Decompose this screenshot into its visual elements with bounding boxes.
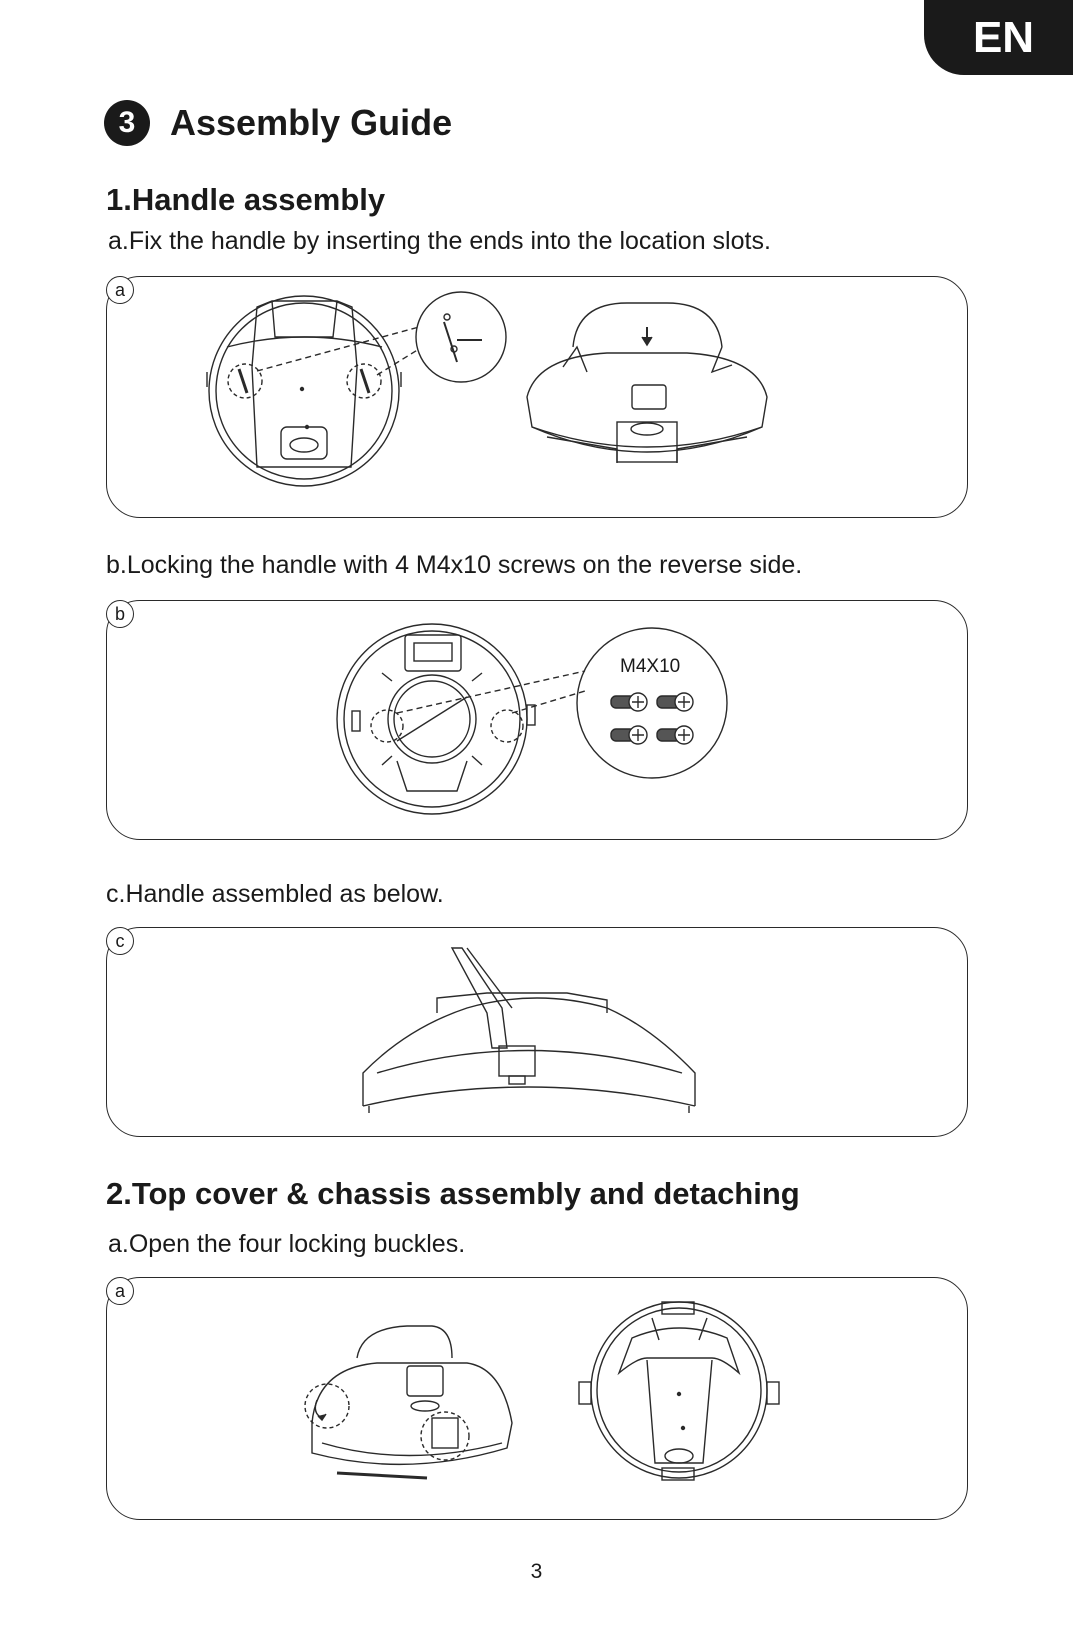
panel-letter-b: b: [106, 600, 134, 628]
handle-assembly-heading: 1.Handle assembly: [106, 182, 386, 217]
screw-size-label: M4X10: [620, 656, 681, 677]
handle-panel-a: [106, 276, 968, 518]
section-title: Assembly Guide: [170, 102, 453, 143]
cover-step-a-text: a.Open the four locking buckles.: [108, 1230, 466, 1258]
handle-step-a-text: a.Fix the handle by inserting the ends into the location slots.: [108, 227, 771, 255]
handle-assembled-illustration: [107, 928, 969, 1138]
handle-insert-illustration: [107, 277, 969, 519]
screw-locking-illustration: [107, 601, 969, 841]
panel-letter-a: a: [106, 276, 134, 304]
section-header: [104, 100, 452, 146]
handle-panel-b: [106, 600, 968, 840]
section-number-badge: 3: [104, 100, 150, 146]
cover-assembly-heading: 2.Top cover & chassis assembly and detaching: [106, 1176, 800, 1211]
panel-letter-cover-a: a: [106, 1277, 134, 1305]
open-buckles-illustration: [107, 1278, 969, 1521]
page-number: 3: [530, 1560, 543, 1583]
handle-step-b-text: b.Locking the handle with 4 M4x10 screws on the reverse side.: [106, 551, 803, 579]
handle-panel-c: [106, 927, 968, 1137]
language-tab: EN: [924, 0, 1073, 75]
handle-step-c-text: c.Handle assembled as below.: [106, 880, 444, 908]
panel-letter-c: c: [106, 927, 134, 955]
cover-panel-a: [106, 1277, 968, 1520]
